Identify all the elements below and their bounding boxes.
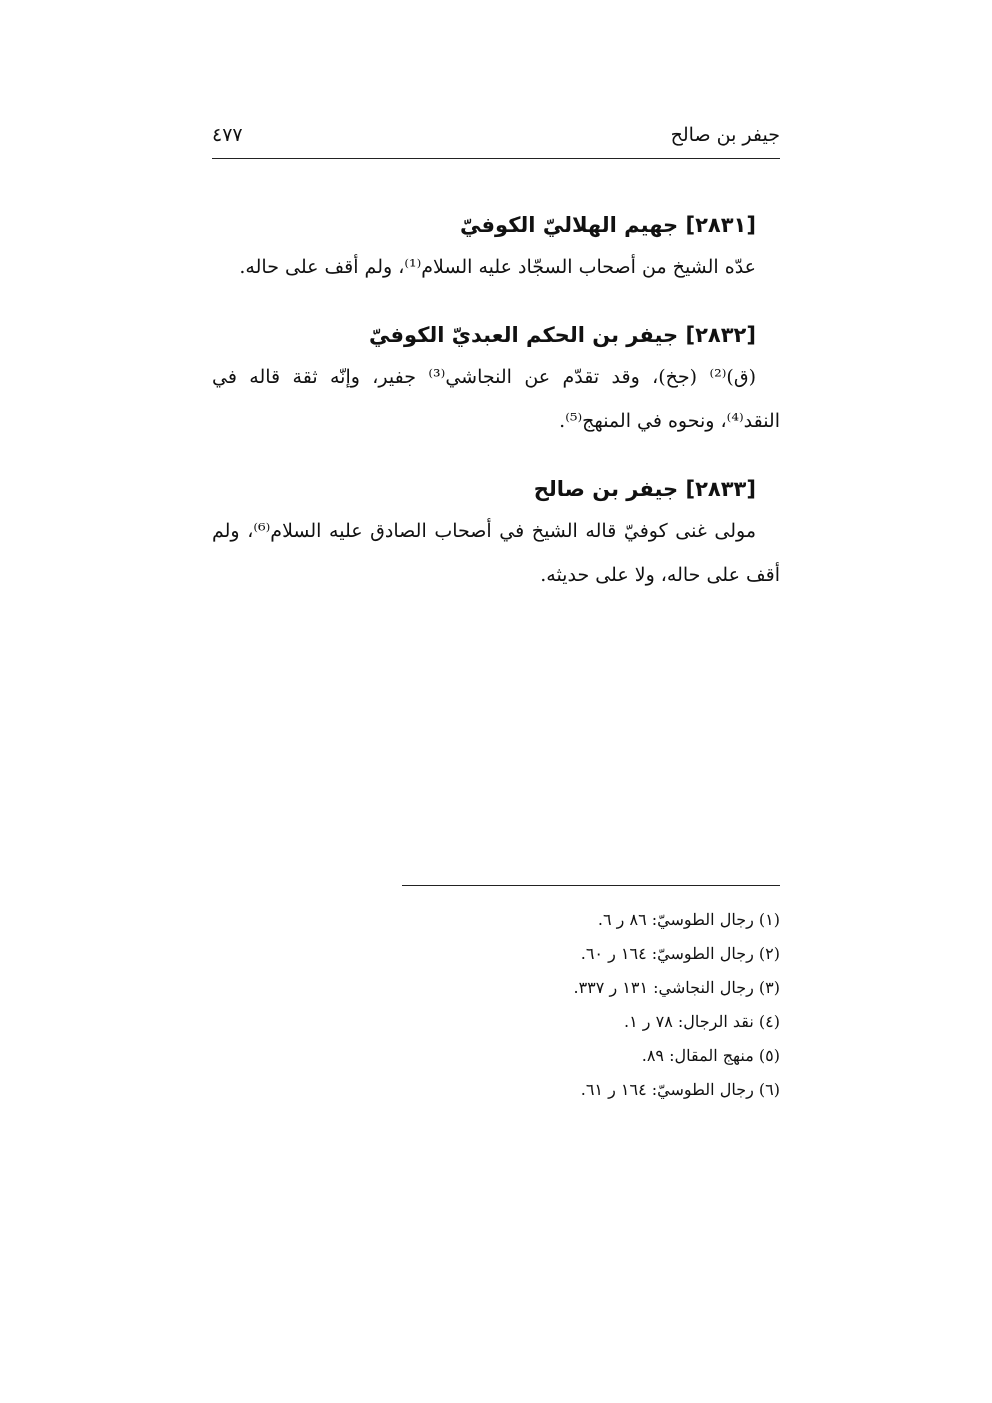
footnote-divider [402,885,780,886]
footnote-2: (٢) رجال الطوسيّ: ١٦٤ ر ٦٠. [580,944,780,963]
footnote-1: (١) رجال الطوسيّ: ٨٦ ر ٦. [597,910,780,929]
footnote-5: (٥) منهج المقال: ٨٩. [641,1046,780,1065]
entry-heading: [٢٨٣١] جهيم الهلاليّ الكوفيّ [460,213,756,237]
footnotes [212,903,780,1107]
entry-text: عدّه الشيخ من أصحاب السجّاد عليه السلام⁽¹⁾، ولم أقف على حاله. [239,256,756,278]
entry-heading: [٢٨٣٢] جيفر بن الحكم العبديّ الكوفيّ [369,323,756,347]
footnote-6: (٦) رجال الطوسيّ: ١٦٤ ر ٦١. [580,1080,780,1099]
entry-heading: [٢٨٣٣] جيفر بن صالح [533,477,756,501]
footnote-4: (٤) نقد الرجال: ٧٨ ر ١. [624,1012,780,1031]
entry-2833 [212,469,780,597]
page-header [212,118,780,159]
entry-text: مولى غنى كوفيّ قاله الشيخ في أصحاب الصادق عليه السلام⁽⁶⁾، ولم أقف على حاله، ولا على حديثه. [212,520,780,586]
entry-text: (ق)⁽²⁾ (جخ)، وقد تقدّم عن النجاشي⁽³⁾ جفير، وإنّه ثقة قاله في النقد⁽⁴⁾، ونحوه في المنهج⁽⁵⁾. [212,366,780,432]
entry-2831 [212,205,780,289]
entry-2832 [212,315,780,443]
main-text [212,205,780,623]
page-number: ٤٧٧ [212,124,243,146]
running-title: جيفر بن صالح [670,124,780,146]
footnote-3: (٣) رجال النجاشي: ١٣١ ر ٣٣٧. [573,978,780,997]
